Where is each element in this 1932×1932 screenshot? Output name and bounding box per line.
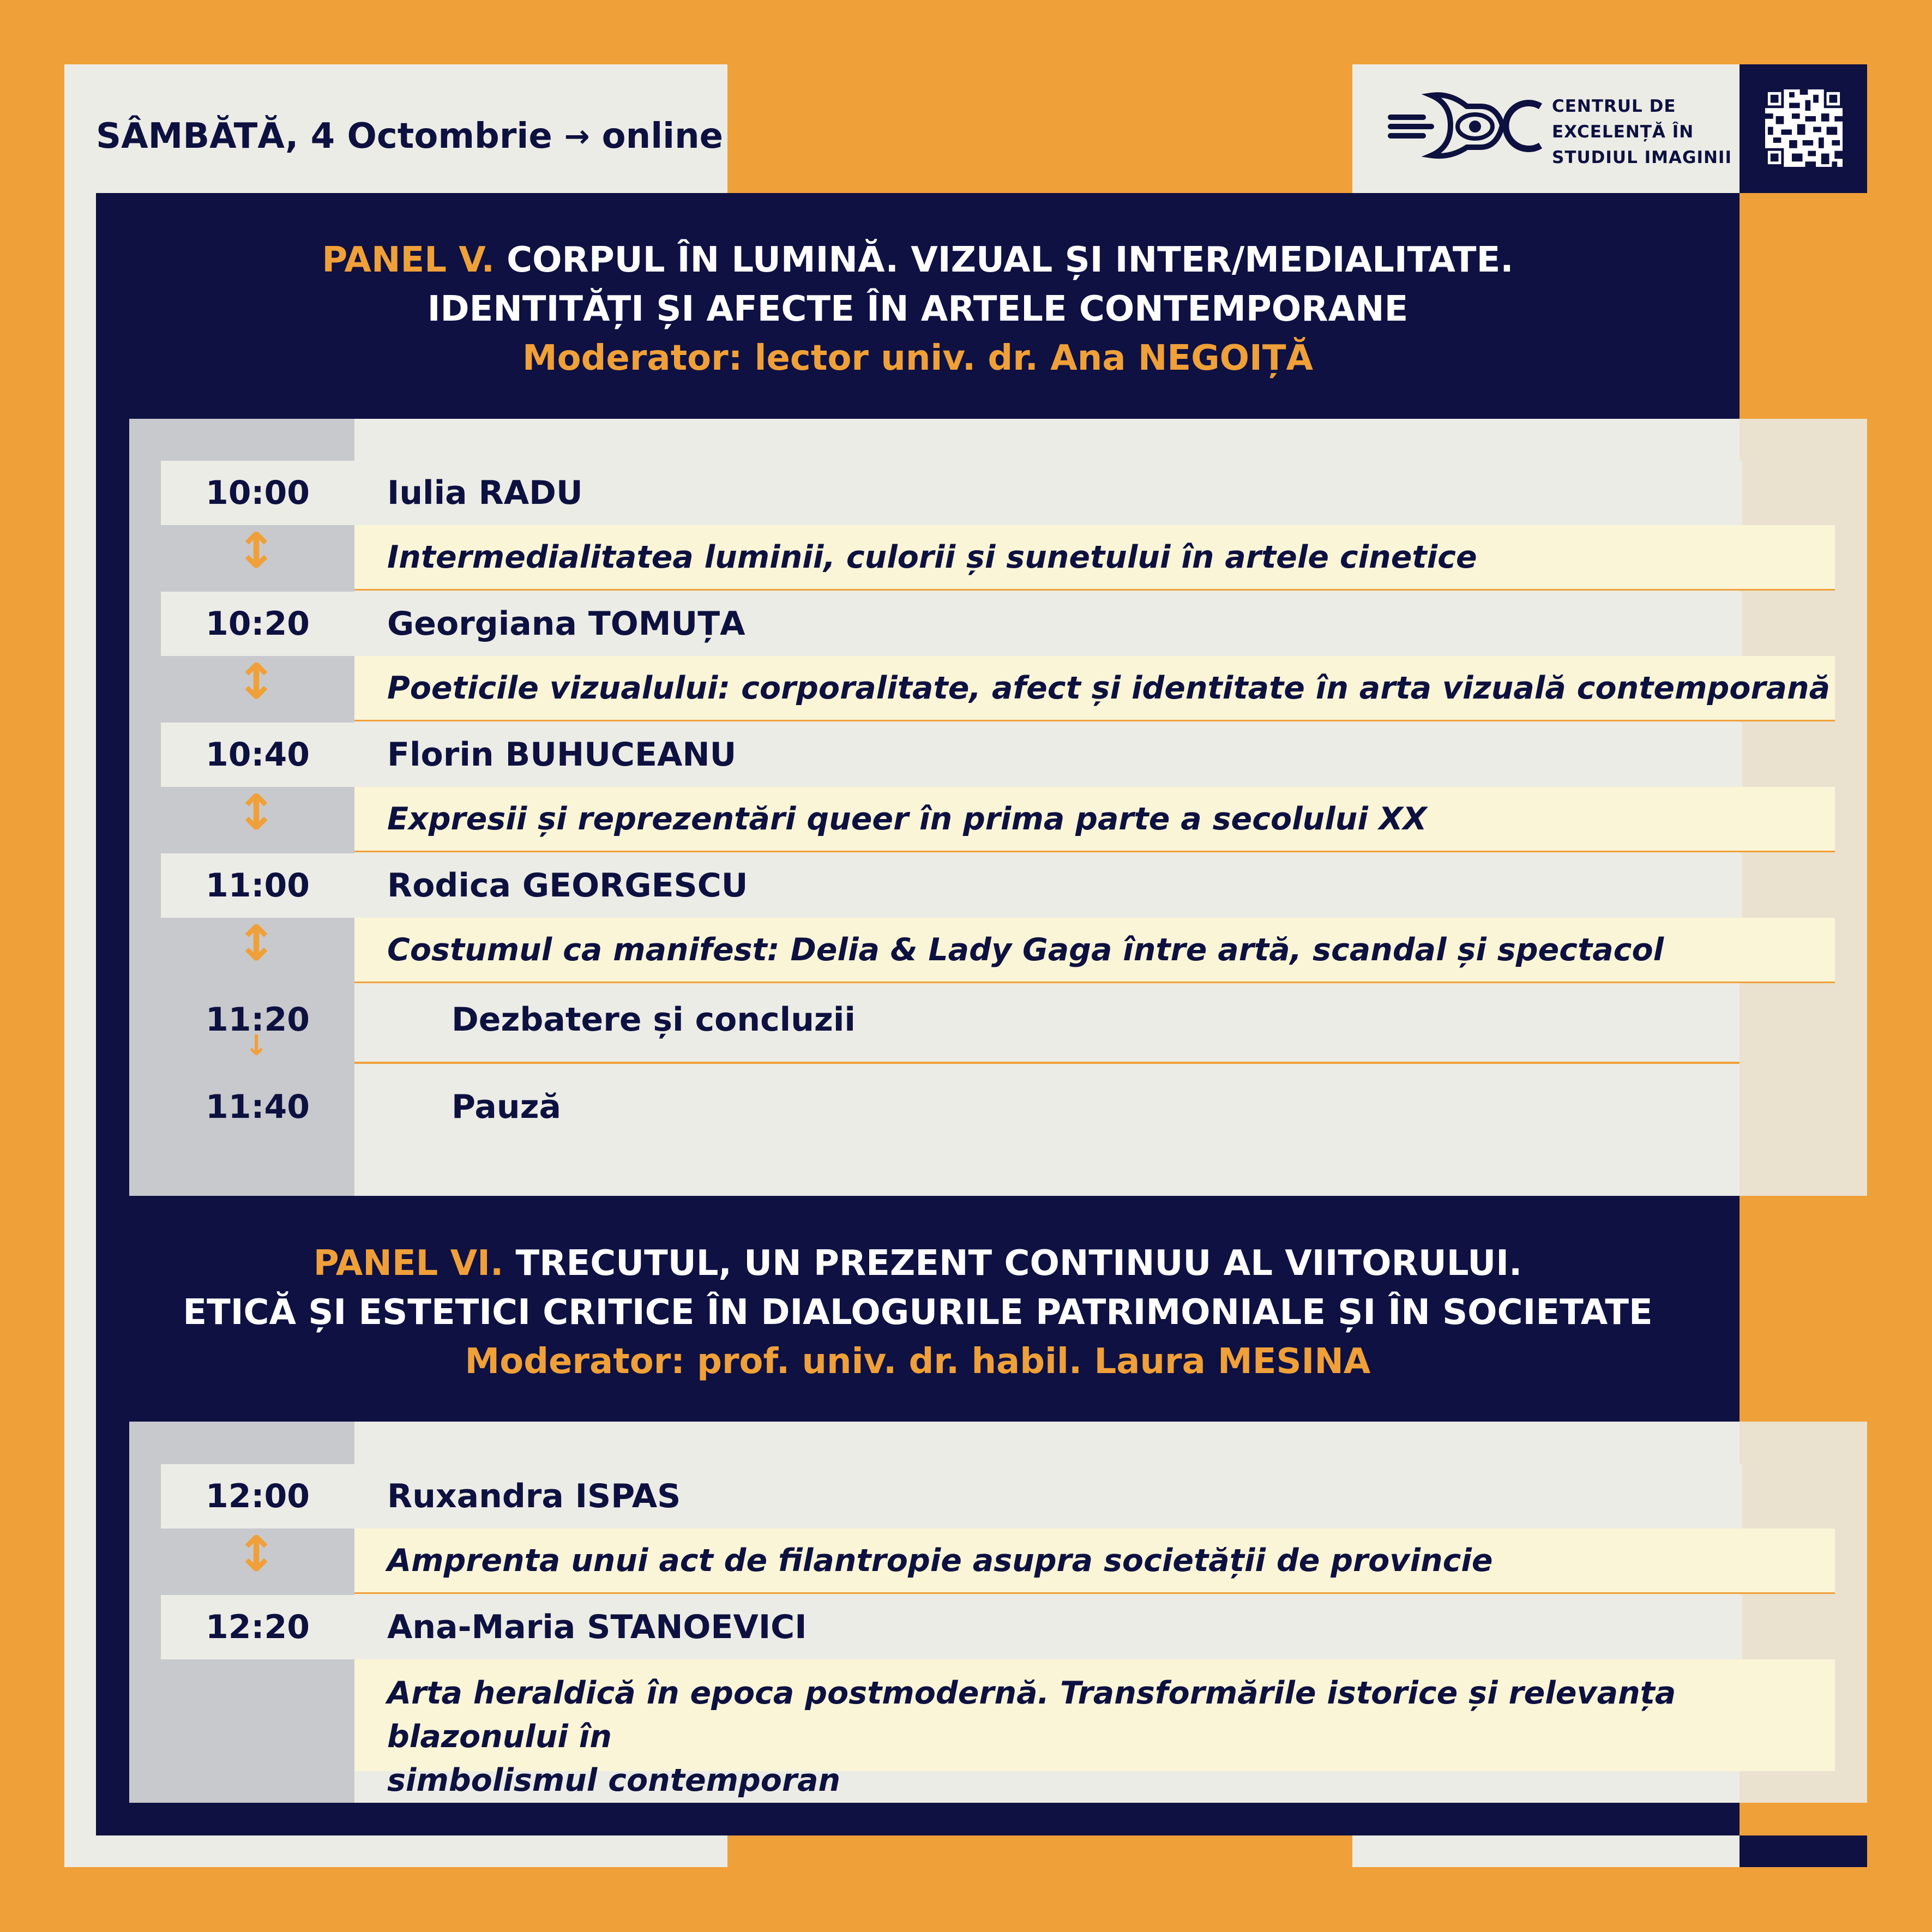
break-time: 11:40 — [206, 1088, 310, 1126]
speaker-name: Rodica GEORGESCU — [387, 866, 748, 905]
break-label: Pauză — [452, 1088, 561, 1126]
panel-5-moderator: Moderator: lector univ. dr. Ana NEGOIȚĂ — [522, 338, 1314, 378]
talk-time: 12:20 — [206, 1608, 310, 1646]
talk-time: 10:40 — [206, 736, 310, 774]
event-date — [96, 98, 724, 174]
talk-time: 11:00 — [206, 866, 310, 905]
duration-arrow-icon: ↕ — [236, 784, 277, 841]
speaker-name: Ana-Maria STANOEVICI — [387, 1608, 807, 1646]
debate-label: Dezbatere și concluzii — [452, 1001, 856, 1039]
talk-row — [161, 1595, 1742, 1659]
cesi-logo-icon — [1385, 85, 1549, 166]
panel-6-title-line-1 — [96, 1239, 1740, 1288]
talk-title-line-2: simbolismul contemporan — [387, 1762, 841, 1798]
panel-6-moderator: Moderator: prof. univ. dr. habil. Laura MESINA — [465, 1341, 1371, 1382]
panel-5-label: PANEL V. — [322, 240, 495, 280]
logo-text — [1552, 94, 1732, 171]
talk-time: 12:00 — [206, 1477, 310, 1515]
talk-title: Amprenta unui act de filantropie asupra societății de provincie — [354, 1528, 1835, 1594]
talk-title: Costumul ca manifest: Delia & Lady Gaga între artă, scandal și spectacol — [354, 918, 1835, 983]
logo-line-3: STUDIUL IMAGINII — [1552, 148, 1732, 167]
date-label: SÂMBĂTĂ, 4 Octombrie — [96, 116, 552, 157]
talk-title: Poeticile vizualului: corporalitate, afect și identitate în arta vizuală contemporană — [354, 656, 1835, 721]
debate-time: 11:20 — [206, 1001, 310, 1039]
corner-navy-block — [1740, 1835, 1867, 1867]
panel-5-heading — [96, 236, 1740, 383]
talk-row — [161, 592, 1742, 656]
talk-title: Expresii și reprezentări queer în prima parte a secolului XX — [354, 787, 1835, 852]
duration-arrow-icon: ↕ — [236, 522, 277, 580]
logo-line-2: EXCELENȚĂ ÎN — [1552, 122, 1694, 142]
talk-title: Intermedialitatea luminii, culorii și sunetului în artele cinetice — [354, 525, 1835, 591]
panel-6-label: PANEL VI. — [313, 1243, 504, 1284]
arrow-right-icon: → — [564, 118, 590, 154]
talk-title-line-1: Arta heraldică în epoca postmodernă. Transformările istorice și relevanța blazonului în — [387, 1675, 1676, 1755]
arrow-down-icon: ↓ — [244, 1030, 268, 1062]
qr-code-icon[interactable] — [1765, 89, 1843, 167]
panel-5-title-line-2: IDENTITĂȚI ȘI AFECTE ÎN ARTELE CONTEMPORANE — [427, 289, 1409, 329]
speaker-name: Ruxandra ISPAS — [387, 1477, 681, 1515]
talk-time: 10:20 — [206, 605, 310, 643]
speaker-name: Florin BUHUCEANU — [387, 736, 737, 774]
divider — [354, 1062, 1740, 1064]
talk-row — [161, 723, 1742, 787]
duration-arrow-icon: ↕ — [236, 1526, 277, 1583]
panel-6-heading — [96, 1239, 1740, 1386]
talk-title — [354, 1659, 1835, 1798]
mode-label: online — [601, 116, 724, 157]
duration-arrow-icon: ↕ — [236, 915, 277, 972]
talk-row — [161, 1464, 1742, 1528]
logo-line-1: CENTRUL DE — [1552, 97, 1676, 116]
panel-5-title-text: CORPUL ÎN LUMINĂ. VIZUAL ȘI INTER/MEDIALITATE. — [507, 240, 1514, 280]
speaker-name: Georgiana TOMUȚA — [387, 605, 745, 643]
panel-6-title-line-2: ETICĂ ȘI ESTETICI CRITICE ÎN DIALOGURILE PATRIMONIALE ȘI ÎN SOCIETATE — [183, 1292, 1653, 1333]
talk-row — [161, 853, 1742, 918]
panel-5-title-line-1 — [96, 236, 1740, 285]
talk-row — [161, 461, 1742, 525]
duration-arrow-icon: ↕ — [236, 653, 277, 711]
speaker-name: Iulia RADU — [387, 474, 583, 512]
talk-time: 10:00 — [206, 474, 310, 512]
panel-6-title-text: TRECUTUL, UN PREZENT CONTINUU AL VIITORULUI. — [515, 1243, 1522, 1284]
